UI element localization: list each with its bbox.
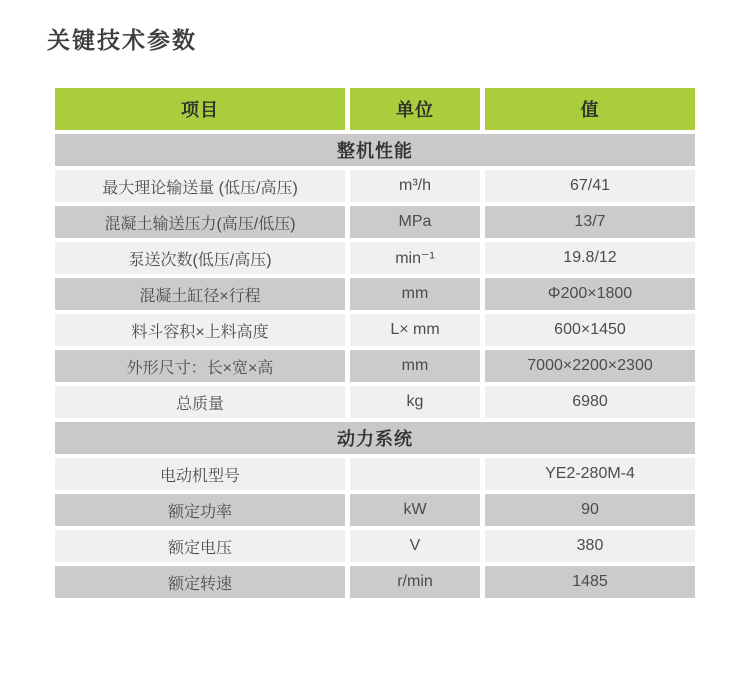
- value-cell: 6980: [485, 386, 695, 418]
- section-header: 整机性能: [55, 134, 695, 166]
- item-cell: 料斗容积×上料高度: [55, 314, 345, 346]
- section-header: 动力系统: [55, 422, 695, 454]
- column-header-value: 值: [485, 88, 695, 130]
- item-cell: 混凝土输送压力(高压/低压): [55, 206, 345, 238]
- item-cell: 额定电压: [55, 530, 345, 562]
- value-cell: 380: [485, 530, 695, 562]
- item-cell: 泵送次数(低压/高压): [55, 242, 345, 274]
- unit-cell: V: [350, 530, 480, 562]
- value-cell: 19.8/12: [485, 242, 695, 274]
- value-cell: 7000×2200×2300: [485, 350, 695, 382]
- column-header-unit: 单位: [350, 88, 480, 130]
- table-row: [55, 530, 695, 562]
- table-row: [55, 278, 695, 310]
- value-cell: 90: [485, 494, 695, 526]
- table-row: [55, 206, 695, 238]
- unit-cell: mm: [350, 278, 480, 310]
- unit-cell: MPa: [350, 206, 480, 238]
- item-cell: 最大理论输送量 (低压/高压): [55, 170, 345, 202]
- table-row: [55, 170, 695, 202]
- unit-cell: r/min: [350, 566, 480, 598]
- table-row: [55, 242, 695, 274]
- unit-cell: [350, 458, 480, 490]
- item-cell: 总质量: [55, 386, 345, 418]
- column-header-item: 项目: [55, 88, 345, 130]
- value-cell: 600×1450: [485, 314, 695, 346]
- item-cell: 混凝土缸径×行程: [55, 278, 345, 310]
- value-cell: 1485: [485, 566, 695, 598]
- table-row: [55, 458, 695, 490]
- table-row: [55, 566, 695, 598]
- specs-table: [55, 88, 695, 598]
- table-row: [55, 314, 695, 346]
- unit-cell: kg: [350, 386, 480, 418]
- table-row: [55, 386, 695, 418]
- page-title: 关键技术参数: [47, 27, 197, 53]
- item-cell: 电动机型号: [55, 458, 345, 490]
- unit-cell: L× mm: [350, 314, 480, 346]
- item-cell: 额定功率: [55, 494, 345, 526]
- unit-cell: mm: [350, 350, 480, 382]
- item-cell: 额定转速: [55, 566, 345, 598]
- value-cell: 13/7: [485, 206, 695, 238]
- table-header-row: [55, 88, 695, 130]
- unit-cell: min⁻¹: [350, 242, 480, 274]
- unit-cell: kW: [350, 494, 480, 526]
- value-cell: 67/41: [485, 170, 695, 202]
- item-cell: 外形尺寸：长×宽×高: [55, 350, 345, 382]
- value-cell: YE2-280M-4: [485, 458, 695, 490]
- value-cell: Φ200×1800: [485, 278, 695, 310]
- table-row: [55, 350, 695, 382]
- table-row: [55, 494, 695, 526]
- unit-cell: m³/h: [350, 170, 480, 202]
